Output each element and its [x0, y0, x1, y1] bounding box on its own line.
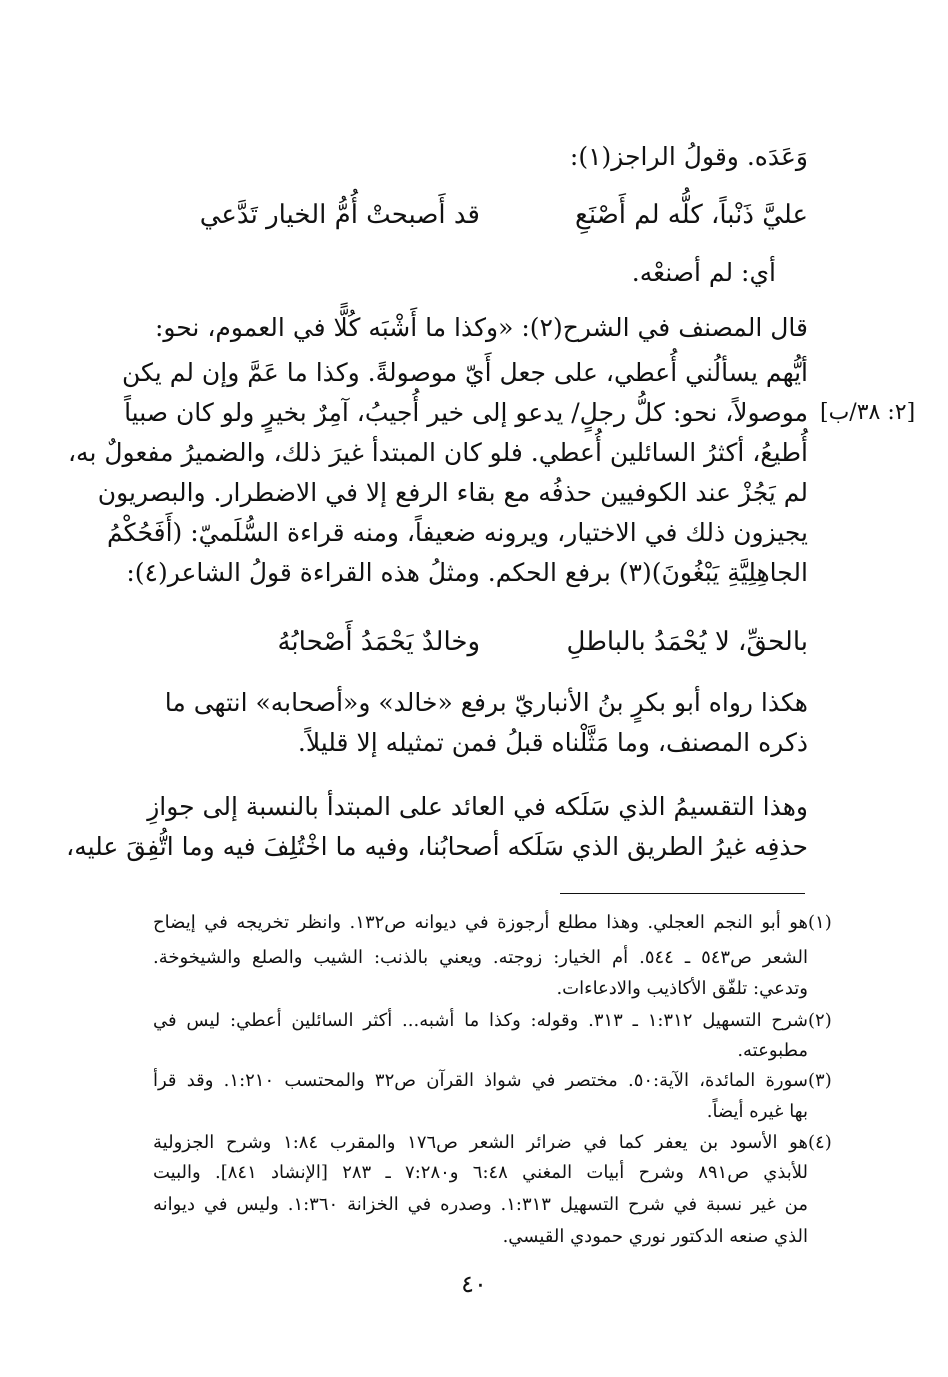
verse-hemistich-first: قد أَصبحتْ أُمُّ الخيار تَدَّعي — [199, 200, 480, 230]
footnote-line: للأبذي ص٨٩١ وشرح أبيات المغني ٦:٤٨ و٧:٢٨٠ ـ ٢٨٣ [الإنشاد ٨٤١]. والبيت — [153, 1162, 809, 1183]
footnote-line: بها غيره أيضاً. — [706, 1101, 808, 1122]
footnote-line: الذي صنعه الدكتور نوري حمودي القيسي. — [502, 1226, 808, 1247]
footnote-line: مطبوعته. — [737, 1040, 808, 1061]
body-line: لم يَجُزْ عند الكوفيين حذفُه مع بقاء الرفع إلا في الاضطرار. والبصريون — [97, 478, 808, 507]
footnote-line: شرح التسهيل ١:٣١٢ ـ ٣١٣. وقوله: وكذا ما أشبه... أكثر السائلين أعطي: ليس في — [153, 1010, 808, 1031]
footnote-line: هو أبو النجم العجلي. وهذا مطلع أرجوزة في ديوانه ص١٣٢. وانظر تخريجه في إيضاح — [153, 912, 809, 933]
body-line: وهذا التقسيمُ الذي سَلَكه في العائد على المبتدأ بالنسبة إلى جوازِ — [147, 792, 808, 821]
footnote-line: الشعر ص٥٤٣ ـ ٥٤٤. أم الخيار: زوجته. ويعني بالذنب: الشيب والصلع والشيخوخة. — [153, 947, 808, 968]
footnote-number: (١) — [808, 912, 832, 933]
manuscript-folio-note: [٢: ٣٨/ب] — [820, 400, 916, 425]
body-line: يجيزون ذلك في الاختيار، ويرونه ضعيفاً، ومنه قراءة السُّلَميّ: (أَفَحُكْمُ — [107, 518, 808, 547]
body-line: الجاهِلِيَّةِ يَبْغُونَ)(٣) برفع الحكم. ومثلُ هذه القراءة قولُ الشاعر(٤): — [126, 558, 808, 587]
footnote-number: (٤) — [808, 1132, 832, 1153]
body-line: أُطيعُ، أكثرُ السائلين أُعطي. فلو كان المبتدأ غيرَ ذلك، والضميرُ مفعولٌ به، — [67, 438, 808, 467]
footnote-separator — [560, 893, 805, 894]
footnote-line: وتدعي: تلفّق الأكاذيب والادعاءات. — [556, 978, 808, 999]
body-line: وَعَدَه. وقولُ الراجز(١): — [569, 142, 808, 171]
page-number: ٤٠ — [461, 1270, 487, 1298]
verse-hemistich-second: عليَّ ذَنْباً، كلُّه لم أَصْنَعِ — [575, 200, 808, 230]
body-line: موصولاً، نحو: كلُّ رجلٍ/ يدعو إلى خير أُجيبُ، آمِرٌ بخيرٍ ولو كان صبياً — [124, 398, 808, 427]
footnote-line: من غير نسبة في شرح التسهيل ١:٣١٣. وصدره في الخزانة ١:٣٦٠. وليس في ديوانه — [153, 1194, 808, 1215]
footnote-number: (٢) — [808, 1010, 832, 1031]
body-line: قال المصنف في الشرح(٢): «وكذا ما أَشْبَه كُلًّا في العموم، نحو: — [154, 313, 808, 342]
verse-hemistich-second: بالحقِّ، لا يُحْمَدُ بالباطلِ — [566, 627, 808, 657]
body-line: ذكره المصنف، وما مَثَّلْناه قبلُ فمن تمثيله إلا قليلاً. — [297, 728, 808, 757]
footnote-number: (٣) — [808, 1070, 832, 1091]
footnote-line: سورة المائدة، الآية:٥٠. مختصر في شواذ القرآن ص٣٢ والمحتسب ١:٢١٠. وقد قرأ — [153, 1070, 809, 1091]
body-line: أي: لم أصنعْه. — [631, 258, 776, 287]
verse-hemistich-first: وخالدٌ يَحْمَدُ أَصْحابُهُ — [277, 627, 480, 657]
body-line: هكذا رواه أبو بكرٍ بنُ الأنباريّ برفع «خالد» و«أصحابه» انتهى ما — [164, 688, 808, 717]
body-line: أيُّهم يسألُني أُعطي، على جعل أَيّ موصولةً. وكذا ما عَمَّ وإن لم يكن — [121, 358, 808, 387]
body-line: حذفِه غيرُ الطريق الذي سَلَكه أصحابُنا، وفيه ما اخْتُلِفَ فيه وما اتُّفِقَ عليه، — [66, 832, 808, 861]
footnote-line: هو الأسود بن يعفر كما في ضرائر الشعر ص١٧٦ والمقرب ١:٨٤ وشرح الجزولية — [153, 1132, 808, 1153]
